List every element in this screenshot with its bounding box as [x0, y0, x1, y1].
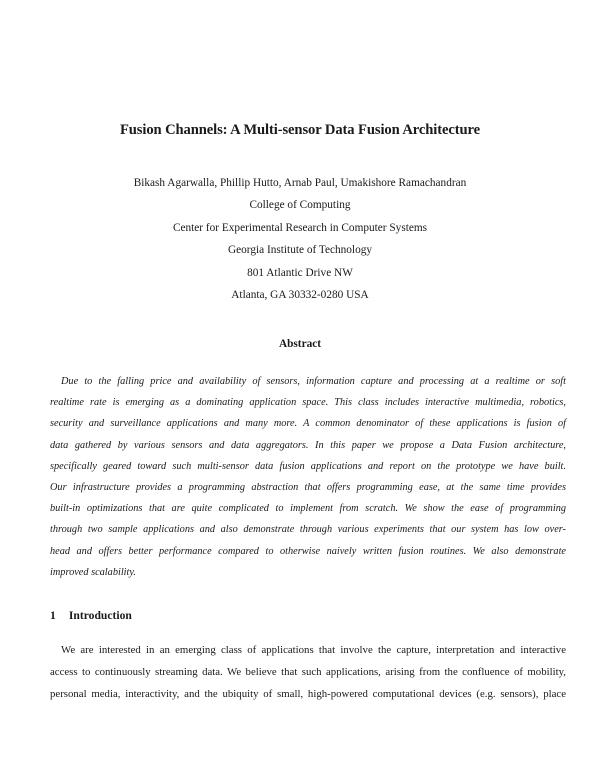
body-line: access to continuously streaming data. We believe that such applications, arising from the confluence of mobility, — [50, 666, 566, 679]
affiliation-line: College of Computing — [249, 199, 351, 212]
author-names: Bikash Agarwalla, Phillip Hutto, Arnab Paul, Umakishore Ramachandran — [133, 177, 467, 189]
abstract-line: through two sample applications and also demonstrate through various experiments that our system has low over- — [50, 524, 566, 536]
introduction-text — [50, 639, 566, 706]
section-number: 1 — [50, 609, 56, 622]
affiliation-line: Atlanta, GA 30332-0280 USA — [231, 289, 369, 302]
abstract-line: specifically geared toward such multi-sensor data fusion applications and report on the prototype we have built. — [50, 460, 566, 472]
body-line: personal media, interactivity, and the ubiquity of small, high-powered computational devices (e.g. sensors), place — [50, 688, 566, 701]
affiliation-line: Georgia Institute of Technology — [227, 244, 373, 257]
section-title: Introduction — [68, 609, 132, 622]
abstract-line: realtime rate is emerging as a dominating application space. This class includes interactive multimedia, robotics, — [50, 397, 566, 409]
abstract-text — [50, 371, 566, 583]
abstract-line: Our infrastructure provides a programming abstraction that offers programming ease, at the same time provides — [50, 482, 566, 494]
paper-title: Fusion Channels: A Multi-sensor Data Fusion Architecture — [119, 122, 481, 138]
body-line: We are interested in an emerging class of applications that involve the capture, interpretation and interactive — [61, 644, 566, 656]
abstract-line: security and surveillance applications and many more. A common denominator of these applications is fusion of — [50, 418, 566, 430]
abstract-line: Due to the falling price and availability of sensors, information capture and processing at a realtime or soft — [61, 376, 566, 387]
abstract-line: head and offers better performance compared to otherwise naively written fusion routines. We also demonstrate — [50, 545, 566, 557]
section-heading-introduction — [50, 608, 132, 623]
abstract-heading: Abstract — [278, 338, 322, 350]
affiliation-line: Center for Experimental Research in Computer Systems — [172, 221, 428, 234]
abstract-line: data gathered by various sensors and data aggregators. In this paper we propose a Data Fusion architecture, — [50, 439, 566, 451]
affiliation-line: 801 Atlantic Drive NW — [247, 266, 353, 279]
author-block — [0, 172, 600, 306]
abstract-line: improved scalability. — [50, 566, 136, 578]
abstract-line: built-in optimizations that are quite complicated to implement from scratch. We show the ease of programming — [50, 503, 566, 515]
